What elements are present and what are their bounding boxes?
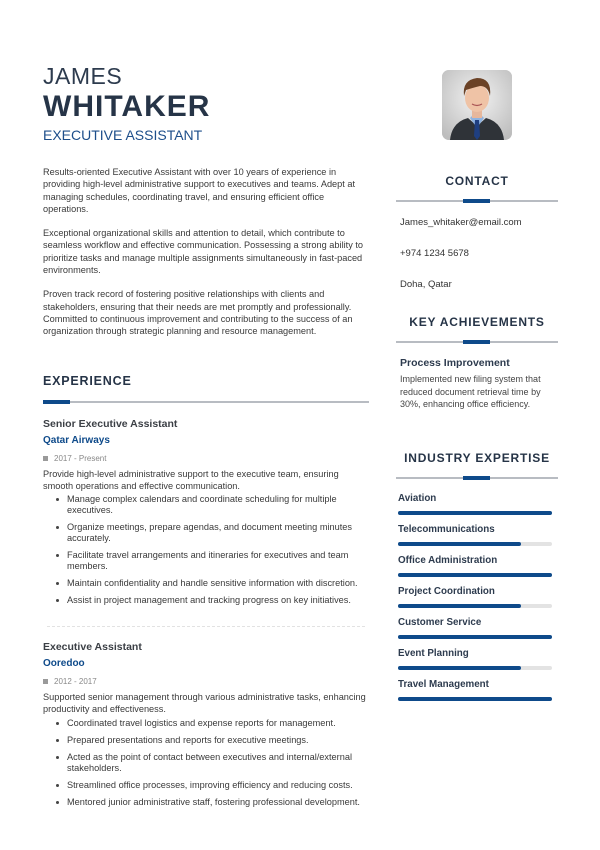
achievement-description: Implemented new filing system that reduced document retrieval time by 30%, enhancing office efficiency. (400, 374, 541, 409)
expertise-name: Customer Service (398, 616, 482, 628)
expertise-bar-fill (398, 511, 552, 515)
expertise-bar-fill (398, 666, 521, 670)
expertise-bar (398, 635, 552, 639)
photo-container (396, 70, 558, 140)
expertise-heading: INDUSTRY EXPERTISE (404, 450, 550, 465)
divider-accent (43, 400, 70, 404)
profile-photo (442, 70, 512, 140)
job-title: EXECUTIVE ASSISTANT (43, 127, 203, 143)
achievement-item (396, 357, 558, 411)
expertise-name: Aviation (398, 492, 437, 504)
section-divider (396, 340, 558, 344)
expertise-bar-fill (398, 635, 552, 639)
summary-paragraph: Proven track record of fostering positive relationships with clients and stakeholders, ensuring that their needs are met promptly and professionally. Committed to continuous improvement and contributing to the success of an organization through strategic planning and resource management. (43, 289, 353, 337)
job-bullet: Mentored junior administrative staff, fostering professional development. (43, 797, 369, 808)
expertise-name: Project Coordination (398, 585, 495, 597)
achievements-section (396, 315, 558, 411)
divider-accent (463, 199, 490, 203)
job-bullet: Assist in project management and tracking progress on key initiatives. (43, 595, 369, 606)
expertise-bar-fill (398, 542, 521, 546)
expertise-list (396, 493, 558, 701)
job-company: Ooredoo (43, 658, 85, 670)
main-column (43, 62, 369, 814)
contact-email[interactable]: James_whitaker@email.com (400, 217, 522, 228)
job-bullet: Coordinated travel logistics and expense reports for management. (43, 718, 369, 729)
expertise-item (396, 648, 558, 670)
expertise-bar-fill (398, 573, 552, 577)
divider-line (43, 401, 369, 403)
sidebar (396, 62, 558, 710)
expertise-item (396, 617, 558, 639)
expertise-bar (398, 542, 552, 546)
job-role: Executive Assistant (43, 641, 142, 654)
expertise-section (396, 451, 558, 701)
expertise-item (396, 524, 558, 546)
job-role: Senior Executive Assistant (43, 417, 178, 430)
job-entry (43, 641, 369, 808)
section-divider (396, 476, 558, 480)
divider-accent (463, 476, 490, 480)
job-entry (43, 418, 369, 607)
job-dates (43, 677, 369, 686)
expertise-item (396, 679, 558, 701)
section-divider (43, 400, 369, 404)
expertise-name: Travel Management (398, 678, 489, 690)
job-bullet: Streamlined office processes, improving efficiency and reducing costs. (43, 780, 369, 791)
contact-location: Doha, Qatar (400, 279, 452, 290)
expertise-bar-fill (398, 604, 521, 608)
expertise-item (396, 586, 558, 608)
expertise-bar-fill (398, 697, 552, 701)
job-dates-text: 2017 - Present (54, 453, 107, 463)
expertise-bar (398, 604, 552, 608)
contact-heading: CONTACT (445, 174, 509, 188)
summary (43, 166, 369, 338)
job-separator (47, 626, 365, 627)
summary-paragraph: Results-oriented Executive Assistant with over 10 years of experience in providing high-level administrative support to executives and teams. Adept at managing schedules, coordinating travel, and ensuring efficient office operations. (43, 167, 356, 214)
expertise-item (396, 493, 558, 515)
contact-section (396, 174, 558, 291)
first-name: JAMES (43, 63, 123, 89)
job-bullet: Maintain confidentiality and handle sensitive information with discretion. (43, 578, 369, 589)
job-bullets (43, 718, 369, 808)
expertise-name: Office Administration (398, 554, 498, 566)
expertise-name: Event Planning (398, 647, 469, 659)
contact-phone[interactable]: +974 1234 5678 (400, 248, 469, 259)
job-bullet: Facilitate travel arrangements and itineraries for executives and team members. (43, 550, 369, 572)
avatar-icon (442, 70, 512, 140)
job-bullet: Prepared presentations and reports for executive meetings. (43, 735, 369, 746)
last-name: WHITAKER (43, 90, 211, 123)
job-description: Supported senior management through various administrative tasks, enhancing productivity and effectiveness. (43, 692, 366, 715)
job-company: Qatar Airways (43, 434, 110, 446)
job-dates-text: 2012 - 2017 (54, 677, 97, 687)
job-bullets (43, 494, 369, 606)
job-dates (43, 454, 369, 463)
expertise-bar (398, 511, 552, 515)
job-bullet: Manage complex calendars and coordinate scheduling for multiple executives. (43, 494, 369, 516)
contact-list (396, 217, 558, 291)
job-bullet: Organize meetings, prepare agendas, and document meeting minutes accurately. (43, 522, 369, 544)
expertise-item (396, 555, 558, 577)
calendar-icon (43, 456, 48, 461)
summary-paragraph: Exceptional organizational skills and attention to detail, which contribute to seamless workflow and effective communication. Possessing a strong ability to prioritize tasks and manage multiple assignments simultaneously in fast-paced environments. (43, 228, 364, 276)
expertise-bar (398, 697, 552, 701)
expertise-name: Telecommunications (398, 523, 495, 535)
job-bullet: Acted as the point of contact between executives and internal/external stakeholders. (43, 752, 369, 774)
achievements-heading: KEY ACHIEVEMENTS (409, 315, 545, 329)
section-divider (396, 199, 558, 203)
expertise-bar (398, 666, 552, 670)
expertise-bar (398, 573, 552, 577)
calendar-icon (43, 679, 48, 684)
achievement-title: Process Improvement (400, 357, 510, 369)
job-description: Provide high-level administrative support to the executive team, ensuring smooth operations and effective communication. (43, 468, 339, 491)
experience-heading: EXPERIENCE (43, 373, 132, 388)
divider-accent (463, 340, 490, 344)
